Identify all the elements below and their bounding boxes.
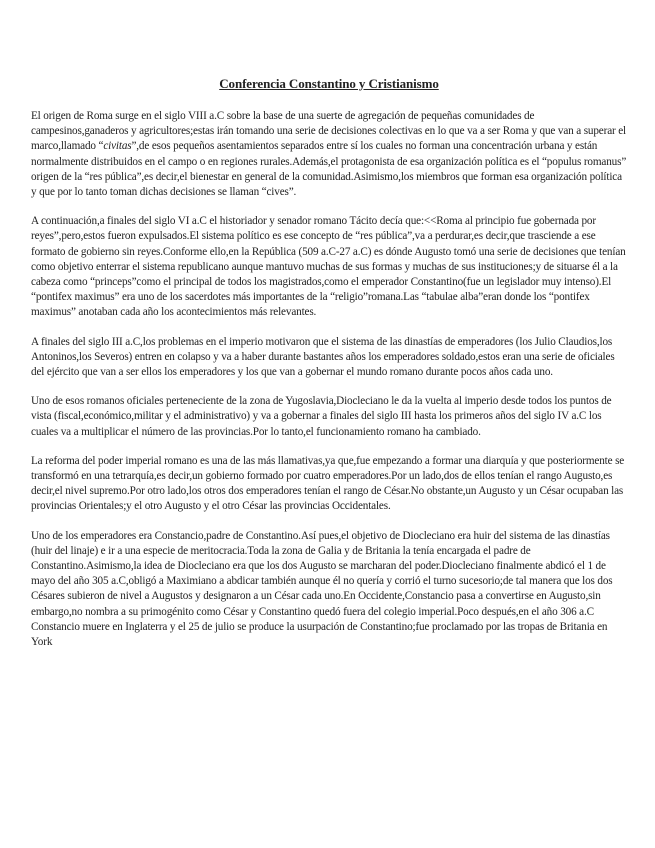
paragraph-origen-roma <box>31 109 627 200</box>
paragraph-crisis-siglo-iii: A finales del siglo III a.C,los problemas en el imperio motivaron que el sistema de las dinastías de emperadores (los Julio Claudios,los Antoninos,los Severos) entren en colapso y va a haber durante bastantes años los emperadores soldado,estos eran una serie de oficiales del ejército que van a ser ellos los emperadores y los que van a gobernar el mundo romano durante pocos años cada uno. <box>31 335 615 379</box>
paragraph-republica: A continuación,a finales del siglo VI a.C el historiador y senador romano Tácito decía que:<<Roma al principio fue gobernada por reyes”,pero,estos fueron expulsados.El sistema político es ese concepto de “res pública”,va a perdurar,es decir,que trasciende a ese formato de gobierno sin reyes.Conforme ello,en la República (509 a.C-27 a.C) es dónde Augusto tomó una serie de decisiones que tenían como objetivo enterrar el sistema republicano aunque mantuvo muchas de sus formas y muchas de sus instituciones;y de situarse él a la cabeza como “princeps”como el principal de todos los magistrados,como el emperador Constantino(fue un legislador muy intenso).El “pontifex maximus” era uno de los sacerdotes más importantes de la “religio”romana.Las “tabulae alba”eran donde los “pontifex maximus” anotaban cada año los acontecimientos más relevantes. <box>31 215 626 319</box>
civitas-term: civitas <box>103 140 132 153</box>
paragraph-diocleciano: Uno de esos romanos oficiales perteneciente de la zona de Yugoslavia,Diocleciano le da la vuelta al imperio desde todos los puntos de vista (fiscal,económico,militar y el administrativo) y va a gobernar a finales del siglo III hasta los primeros años del siglo IV a.C los cuales va a multiplicar el número de las provincias.Por lo tanto,el funcionamiento romano ha cambiado. <box>31 395 612 438</box>
paragraph-origen-roma-part-a: El origen de Roma surge en el siglo VIII a.C sobre la base de una suerte de agregación de pequeñas comunidades de campesinos,ganaderos y agricultores;estas irán tomando una serie de decisiones colectivas en lo que va a ser Roma y que van a superar el marco,llamado “ <box>31 110 627 153</box>
paragraph-constancio: Uno de los emperadores era Constancio,padre de Constantino.Así pues,el objetivo de Diocleciano era huir del sistema de las dinastías (huir del linaje) e ir a una especie de meritocracia.Toda la zona de Galia y de Britania la tenía encargada el padre de Constantino.Asimismo,la idea de Diocleciano era que los dos Augusto se marcharan del poder.Diocleciano finalmente abdicó el 1 de mayo del año 305 a.C,obligó a Maximiano a abdicar también aunque él no quería y corrió el turno sucesorio;de tal manera que los dos Césares subieron de nivel a Augustos y designaron a un César cada uno.En Occidente,Constancio pasa a convertirse en Augusto,sin embargo,no nombra a su primogénito como César y Constantino quedó fuera del colegio imperial.Poco después,en el año 306 a.C Constancio muere en Inglaterra y el 25 de julio se produce la usurpación de Constantino;fue proclamado por las tropas de Britania en York <box>31 529 613 649</box>
document-title: Conferencia Constantino y Cristianismo <box>219 76 439 91</box>
paragraph-tetrarquia: La reforma del poder imperial romano es una de las más llamativas,ya que,fue empezando a formar una diarquía y que posteriormente se transformó en una tetrarquía,es decir,un gobierno formado por cuatro emperadores.Por un lado,dos de ellos tenían el rango Augusto,es decir,el nivel supremo.Por otro lado,los otros dos emperadores tenían el rango de César.No obstante,un Augusto y un César ocupaban las provincias Orientales;y el otro Augusto y el otro César las provincias Occidentales. <box>31 454 625 513</box>
paragraph-origen-roma-part-b: ”,de esos pequeños asentamientos separados entre sí los cuales no forman una concentración urbana y están normalmente distribuidos en el campo o en regiones rurales.Además,el protagonista de esa organización política es el “populus romanus” origen de la “res pública”,es decir,el bienestar en general de la comunidad.Asimismo,los miembros que forman esa organización política y que por lo tanto toman dichas decisiones se llaman “cives”. <box>31 140 627 199</box>
